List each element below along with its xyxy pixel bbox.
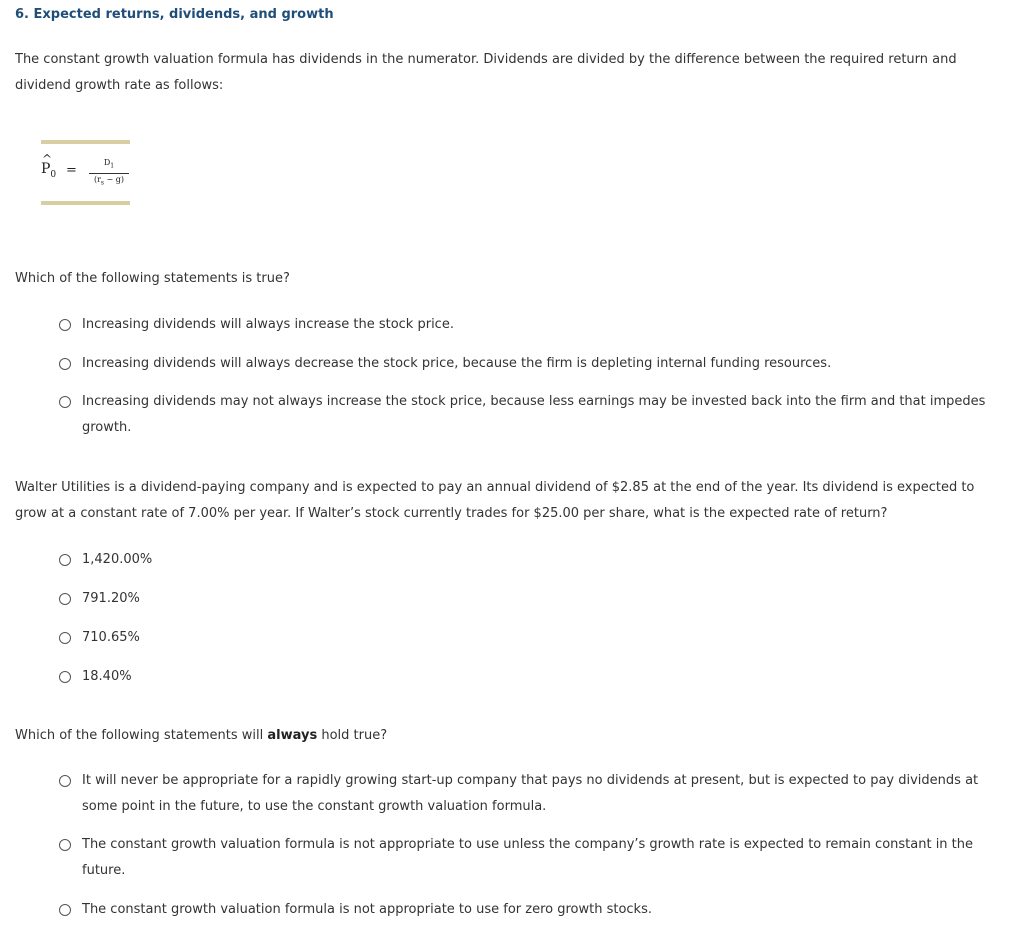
formula-denominator: $(r_s - g)$ <box>93 174 125 187</box>
q3-option-2[interactable] <box>57 832 1017 884</box>
constant-growth-formula <box>41 140 130 204</box>
q2-option-1[interactable] <box>57 547 1017 573</box>
formula-price: ^ $P_0$ <box>41 152 57 180</box>
question-title: 6. Expected returns, dividends, and growth <box>15 7 334 22</box>
option-label: Increasing dividends will always increase the stock price. <box>82 317 454 332</box>
q1-option-1[interactable] <box>57 312 1017 338</box>
formula-fraction <box>89 158 129 188</box>
intro-text: The constant growth valuation formula has dividends in the numerator. Dividends are divided by the difference between the required return and dividend growth rate as follows: <box>15 52 957 93</box>
q1-prompt: Which of the following statements is true? <box>15 271 290 286</box>
radio-button[interactable] <box>59 839 71 851</box>
q2-option-3[interactable] <box>57 625 1017 651</box>
radio-button[interactable] <box>59 396 71 408</box>
formula-hat: ^ <box>42 152 53 166</box>
q3-emphasis: always <box>267 728 318 743</box>
radio-button[interactable] <box>59 593 71 605</box>
option-label: The constant growth valuation formula is not appropriate to use unless the company’s growth rate is expected to remain constant in the future. <box>82 837 974 878</box>
option-label: Increasing dividends may not always increase the stock price, because less earnings may be invested back into the firm and that impedes growth. <box>82 394 986 435</box>
option-label: 791.20% <box>82 591 140 606</box>
radio-button[interactable] <box>59 358 71 370</box>
q3-option-1[interactable] <box>57 768 1017 820</box>
formula-numerator: $D_1$ <box>103 158 115 170</box>
q2-prompt: Walter Utilities is a dividend-paying company and is expected to pay an annual dividend of $2.85 at the end of the year. Its dividend is expected to grow at a constant rate of 7.00% per year. If Walter’s stock currently trades for $25.00 per share, what is the expected rate of return? <box>15 480 975 521</box>
fraction-bar <box>89 173 129 174</box>
option-label: The constant growth valuation formula is not appropriate to use for zero growth stocks. <box>82 902 652 917</box>
radio-button[interactable] <box>59 319 71 331</box>
formula-equals: = <box>66 163 77 178</box>
radio-button[interactable] <box>59 632 71 644</box>
q2-option-4[interactable] <box>57 664 1017 690</box>
option-label: Increasing dividends will always decrease the stock price, because the firm is depleting internal funding resources. <box>82 356 832 371</box>
option-label: 1,420.00% <box>82 552 153 567</box>
radio-button[interactable] <box>59 904 71 916</box>
option-label: It will never be appropriate for a rapidly growing start-up company that pays no dividends at present, but is expected to pay dividends at some point in the future, to use the constant growth valuation formula. <box>82 773 979 814</box>
q3-prompt: Which of the following statements will always hold true? <box>15 728 388 743</box>
radio-button[interactable] <box>59 775 71 787</box>
formula-bottom-rule <box>41 201 130 205</box>
radio-button[interactable] <box>59 554 71 566</box>
q2-option-2[interactable] <box>57 586 1017 612</box>
option-label: 710.65% <box>82 630 140 645</box>
option-label: 18.40% <box>82 669 132 684</box>
q1-option-2[interactable] <box>57 351 1017 377</box>
formula-top-rule <box>41 140 130 144</box>
radio-button[interactable] <box>59 671 71 683</box>
q3-option-3[interactable] <box>57 897 1017 923</box>
q1-option-3[interactable] <box>57 389 1017 441</box>
